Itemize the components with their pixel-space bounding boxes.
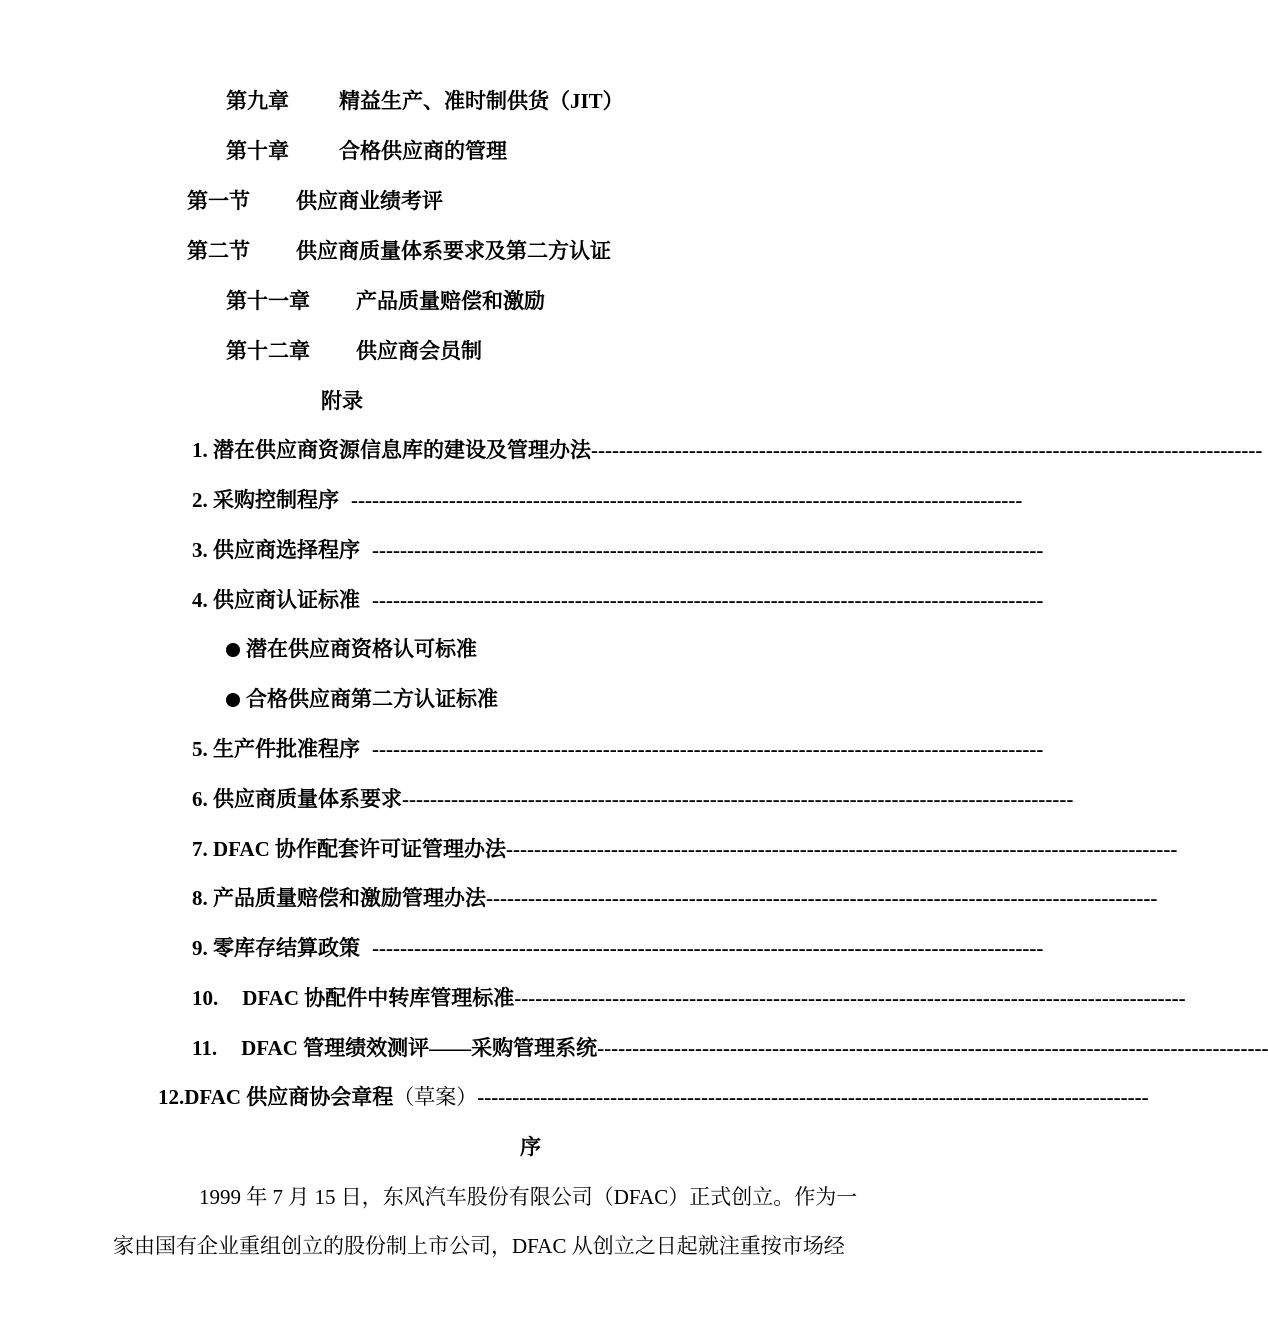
toc-section-1-title: 供应商业绩考评 (296, 189, 443, 213)
appendix-item-2 (192, 487, 1023, 513)
appendix-item-1-num: 1. (192, 438, 208, 462)
appendix-bullet-1-text: 潜在供应商资格认可标准 (246, 637, 477, 661)
toc-chapter-12-num: 第十二章 (226, 339, 310, 363)
toc-section-1-num: 第一节 (187, 189, 250, 213)
appendix-item-12-title: DFAC 供应商协会章程 (184, 1085, 394, 1109)
preface-heading: 序 (520, 1135, 541, 1159)
appendix-item-10-title: DFAC 协配件中转库管理标准 (242, 986, 515, 1010)
toc-chapter-11-title: 产品质量赔偿和激励 (356, 289, 545, 313)
bullet-icon (226, 643, 240, 657)
appendix-item-8-title: 产品质量赔偿和激励管理办法 (213, 886, 486, 910)
leader-dashes: ------------------------------------------------------------------------------------------------ (372, 538, 1044, 562)
appendix-bullet-2-text: 合格供应商第二方认证标准 (246, 687, 498, 711)
appendix-item-1-title: 潜在供应商资源信息库的建设及管理办法 (213, 438, 591, 462)
appendix-item-4 (192, 587, 1044, 613)
appendix-item-9-num: 9. (192, 936, 208, 960)
appendix-item-11 (192, 1035, 1268, 1061)
appendix-item-7-num: 7. (192, 837, 208, 861)
leader-dashes: ------------------------------------------------------------------------------------------------ (486, 886, 1158, 910)
toc-chapter-11-num: 第十一章 (226, 289, 310, 313)
appendix-item-11-title: DFAC 管理绩效测评——采购管理系统 (241, 1036, 598, 1060)
appendix-item-10-num: 10. (192, 986, 219, 1010)
appendix-item-2-title: 采购控制程序 (213, 488, 339, 512)
toc-chapter-12 (226, 338, 482, 364)
toc-chapter-10-title: 合格供应商的管理 (339, 139, 507, 163)
appendix-item-5-num: 5. (192, 737, 208, 761)
toc-chapter-9 (226, 88, 624, 114)
appendix-item-2-num: 2. (192, 488, 208, 512)
toc-section-1 (187, 188, 443, 214)
appendix-item-6-title: 供应商质量体系要求 (213, 787, 402, 811)
leader-dashes: ------------------------------------------------------------------------------------------------ (514, 986, 1186, 1010)
appendix-item-11-num: 11. (192, 1036, 218, 1060)
toc-chapter-9-num: 第九章 (226, 89, 289, 113)
leader-dashes: ------------------------------------------------------------------------------------------------ (591, 438, 1263, 462)
toc-chapter-11 (226, 288, 545, 314)
appendix-item-5-title: 生产件批准程序 (213, 737, 360, 761)
appendix-item-3-title: 供应商选择程序 (213, 538, 360, 562)
preface-paragraph-line-2: 家由国有企业重组创立的股份制上市公司，DFAC 从创立之日起就注重按市场经 (113, 1234, 845, 1258)
appendix-item-10 (192, 985, 1186, 1011)
appendix-item-12 (158, 1084, 1149, 1110)
toc-chapter-10 (226, 138, 507, 164)
appendix-item-3 (192, 537, 1044, 563)
appendix-item-7 (192, 836, 1178, 862)
leader-dashes: ------------------------------------------------------------------------------------------------ (372, 936, 1044, 960)
toc-chapter-9-title: 精益生产、准时制供货（JIT） (339, 89, 624, 113)
appendix-item-8 (192, 885, 1158, 911)
appendix-item-12-num: 12. (158, 1085, 185, 1109)
preface-paragraph-line-1: 1999 年 7 月 15 日，东风汽车股份有限公司（DFAC）正式创立。作为一 (199, 1185, 858, 1209)
appendix-item-9-title: 零库存结算政策 (213, 936, 360, 960)
appendix-item-3-num: 3. (192, 538, 208, 562)
leader-dashes: ------------------------------------------------------------------------------------------------ (351, 488, 1023, 512)
appendix-heading: 附录 (321, 389, 363, 413)
appendix-item-4-title: 供应商认证标准 (213, 588, 360, 612)
appendix-item-9 (192, 935, 1044, 961)
appendix-item-6-num: 6. (192, 787, 208, 811)
appendix-item-1 (192, 437, 1263, 463)
appendix-item-6 (192, 786, 1074, 812)
appendix-item-12-note: （草案） (393, 1085, 478, 1109)
bullet-icon (226, 693, 240, 707)
toc-chapter-12-title: 供应商会员制 (356, 339, 482, 363)
appendix-bullet-2 (226, 686, 498, 712)
appendix-item-4-num: 4. (192, 588, 208, 612)
appendix-item-5 (192, 736, 1044, 762)
toc-section-2-num: 第二节 (187, 239, 250, 263)
leader-dashes: ------------------------------------------------------------------------------------------------ (402, 787, 1074, 811)
toc-section-2-title: 供应商质量体系要求及第二方认证 (296, 239, 611, 263)
appendix-item-8-num: 8. (192, 886, 208, 910)
leader-dashes: ------------------------------------------------------------------------------------------------ (597, 1036, 1268, 1060)
leader-dashes: ------------------------------------------------------------------------------------------------ (372, 737, 1044, 761)
leader-dashes: ------------------------------------------------------------------------------------------------ (506, 837, 1178, 861)
appendix-bullet-1 (226, 636, 477, 662)
toc-chapter-10-num: 第十章 (226, 139, 289, 163)
leader-dashes: ------------------------------------------------------------------------------------------------ (372, 588, 1044, 612)
toc-section-2 (187, 238, 611, 264)
appendix-item-7-title: DFAC 协作配套许可证管理办法 (213, 837, 507, 861)
leader-dashes: ------------------------------------------------------------------------------------------------ (477, 1085, 1149, 1109)
